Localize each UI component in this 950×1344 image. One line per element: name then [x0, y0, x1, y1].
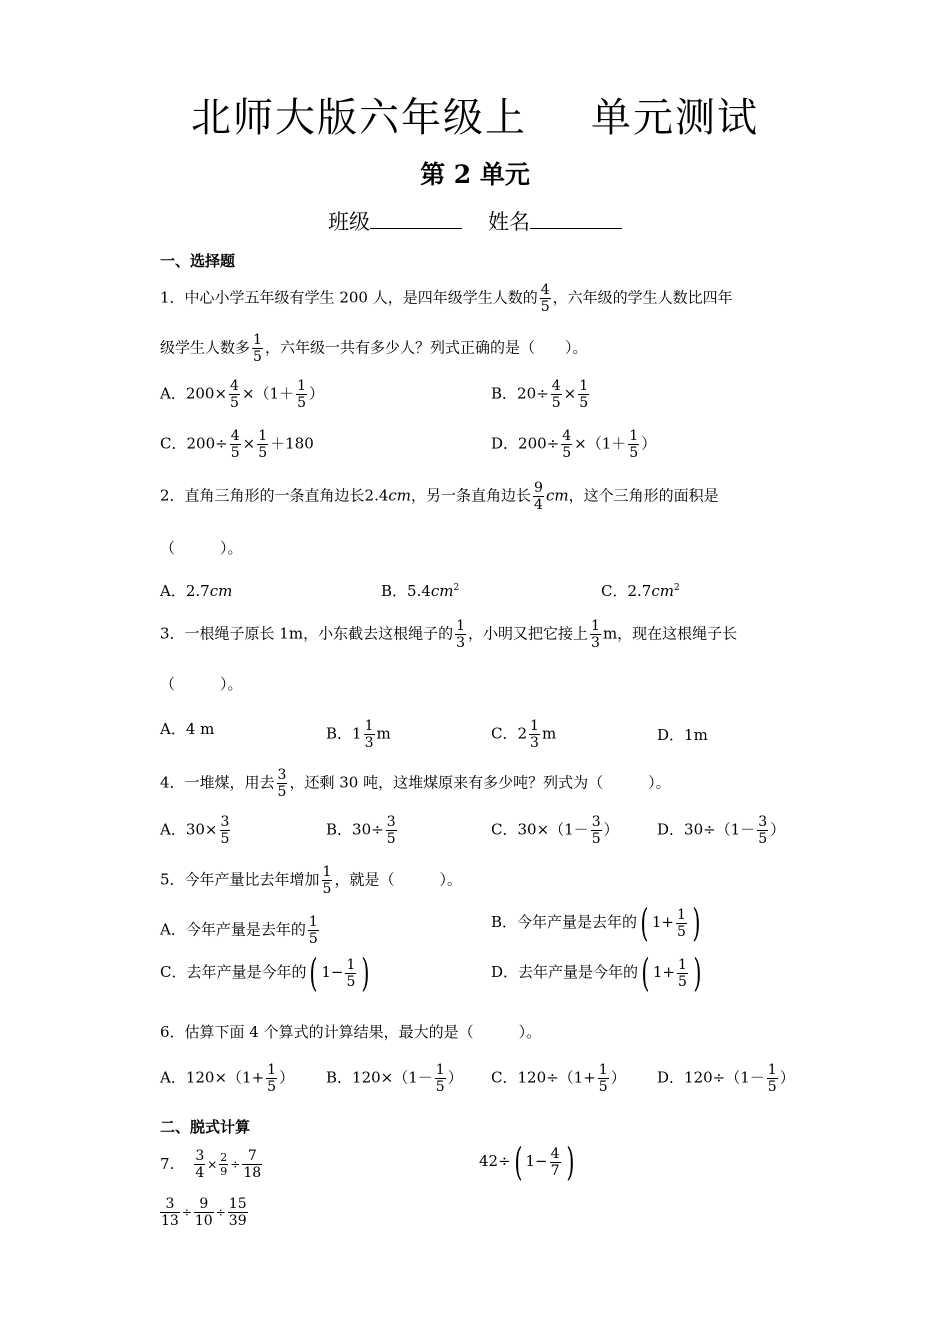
q5-option-b[interactable]: B．今年产量是去年的( 1+ $\frac{1}{5}$ ) — [491, 901, 701, 945]
q5-option-c[interactable]: C．去年产量是今年的( 1− $\frac{1}{5}$ ) — [160, 951, 370, 995]
q2-option-a[interactable]: A．2.7cm — [160, 582, 233, 600]
fraction: $\frac{1}{5}$ — [322, 864, 332, 897]
question-3-line-2: （ ）。 — [160, 675, 243, 693]
fraction: $\frac{4}{5}$ — [551, 378, 561, 411]
fraction: $\frac{3}{13}$ — [161, 1196, 179, 1229]
title-left: 北师大版六年级上 — [191, 95, 527, 141]
fraction: $\frac{1}{5}$ — [297, 378, 307, 411]
q4-option-c[interactable]: C．30×（1－ $\frac{3}{5}$ ） — [491, 814, 619, 847]
q3-option-b[interactable]: B．1 $\frac{1}{3}$ m — [326, 718, 391, 751]
fraction: $\frac{2}{9}$ — [220, 1151, 228, 1178]
fraction: $\frac{7}{18}$ — [243, 1148, 262, 1181]
fraction: $\frac{3}{5}$ — [758, 814, 768, 847]
q1-option-b[interactable]: B．20÷ $\frac{4}{5}$ × $\frac{1}{5}$ — [491, 378, 589, 411]
question-1-line-1: 1．中心小学五年级有学生 200 人，是四年级学生人数的 $\frac{4}{5}$ ，六年级的学生人数比四年 — [160, 282, 733, 315]
q7-expression-2: 42÷( 1− $\frac{4}{7}$ ) — [479, 1140, 575, 1184]
title-right: 单元测试 — [591, 95, 759, 141]
fraction: $\frac{1}{5}$ — [676, 906, 686, 940]
fraction: $\frac{1}{5}$ — [253, 332, 262, 365]
section-calc-heading: 二、脱式计算 — [160, 1118, 251, 1136]
fraction: $\frac{1}{3}$ — [456, 618, 466, 651]
fraction: $\frac{1}{3}$ — [530, 718, 539, 751]
q4-option-b[interactable]: B．30÷ $\frac{3}{5}$ — [326, 814, 396, 847]
q6-option-a[interactable]: A．120×（1+ $\frac{1}{5}$ ） — [160, 1062, 295, 1095]
fraction: $\frac{1}{3}$ — [591, 618, 600, 651]
fraction: $\frac{1}{5}$ — [629, 428, 639, 461]
q3-option-c[interactable]: C．2 $\frac{1}{3}$ m — [491, 718, 557, 751]
q3-option-d[interactable]: D．1m — [657, 726, 708, 744]
fraction: $\frac{15}{39}$ — [228, 1196, 247, 1229]
q6-option-d[interactable]: D．120÷（1－ $\frac{1}{5}$ ） — [657, 1062, 795, 1095]
fraction: $\frac{3}{5}$ — [277, 767, 287, 800]
q4-option-a[interactable]: A．30× $\frac{3}{5}$ — [160, 814, 230, 847]
question-2-line-2: （ ）。 — [160, 539, 243, 557]
name-blank[interactable] — [530, 208, 622, 229]
q1-option-a[interactable]: A．200× $\frac{4}{5}$ ×（1＋ $\frac{1}{5}$ ） — [160, 378, 325, 411]
question-5-line-1: 5．今年产量比去年增加 $\frac{1}{5}$ ，就是（ ）。 — [160, 864, 462, 897]
fraction: $\frac{4}{5}$ — [562, 428, 572, 461]
fraction: $\frac{4}{5}$ — [540, 282, 550, 315]
section-choice-heading: 一、选择题 — [160, 252, 236, 270]
q5-option-a[interactable]: A．今年产量是去年的 $\frac{1}{5}$ — [160, 914, 318, 947]
q7-expression-1: 7. $\frac{3}{4}$ × $\frac{2}{9}$ ÷ $\frac{7}{18}$ — [160, 1148, 262, 1181]
fraction: $\frac{1}{5}$ — [346, 956, 356, 990]
fraction: $\frac{1}{3}$ — [364, 718, 374, 751]
q2-option-c[interactable]: C．$2.7cm^2$ — [601, 582, 680, 600]
q6-option-b[interactable]: B．120×（1－ $\frac{1}{5}$ ） — [326, 1062, 463, 1095]
fraction: $\frac{3}{5}$ — [386, 814, 396, 847]
question-1-line-2: 级学生人数多 $\frac{1}{5}$ ，六年级一共有多少人？列式正确的是（ ）。 — [160, 332, 588, 365]
q2-option-b[interactable]: B．$5.4cm^2$ — [381, 582, 460, 600]
class-label: 班级 — [328, 210, 370, 234]
fraction: $\frac{3}{4}$ — [195, 1148, 205, 1181]
question-6-line-1: 6．估算下面 4 个算式的计算结果，最大的是（ ）。 — [160, 1023, 542, 1041]
question-2-line-1: 2．直角三角形的一条直角边长2.4cm，另一条直角边长 $\frac{9}{4}$ cm，这个三角形的面积是 — [160, 480, 719, 513]
fraction: $\frac{4}{5}$ — [230, 428, 240, 461]
fraction: $\frac{3}{5}$ — [591, 814, 601, 847]
name-label: 姓名 — [488, 210, 530, 234]
student-info — [0, 206, 950, 236]
fraction: $\frac{1}{5}$ — [308, 914, 318, 947]
q4-option-d[interactable]: D．30÷（1－ $\frac{3}{5}$ ） — [657, 814, 786, 847]
unit-subtitle: 第 2 单元 — [420, 160, 530, 189]
fraction: $\frac{1}{5}$ — [267, 1062, 277, 1095]
q1-option-c[interactable]: C．200÷ $\frac{4}{5}$ × $\frac{1}{5}$ ＋180 — [160, 428, 314, 461]
fraction: $\frac{9}{4}$ — [534, 480, 543, 513]
question-4-line-1: 4．一堆煤，用去 $\frac{3}{5}$ ，还剩 30 吨，这堆煤原来有多少吨？列式为（ ）。 — [160, 767, 671, 800]
page-title — [0, 86, 950, 143]
fraction: $\frac{4}{7}$ — [550, 1145, 560, 1179]
question-3-line-1: 3．一根绳子原长 1m，小东截去这根绳子的 $\frac{1}{3}$ ，小明又把它接上 $\frac{1}{3}$ m，现在这根绳子长 — [160, 618, 738, 651]
class-blank[interactable] — [370, 208, 462, 229]
fraction: $\frac{1}{5}$ — [598, 1062, 608, 1095]
q5-option-d[interactable]: D．去年产量是今年的( 1+ $\frac{1}{5}$ ) — [491, 951, 702, 995]
q7-expression-3: $\frac{3}{13}$ ÷ $\frac{9}{10}$ ÷ $\frac{15}{39}$ — [161, 1196, 247, 1229]
fraction: $\frac{1}{5}$ — [258, 428, 268, 461]
fraction: $\frac{9}{10}$ — [194, 1196, 213, 1229]
fraction: $\frac{4}{5}$ — [230, 378, 239, 411]
q3-option-a[interactable]: A．4 m — [160, 720, 215, 738]
fraction: $\frac{1}{5}$ — [677, 956, 687, 990]
fraction: $\frac{1}{5}$ — [435, 1062, 445, 1095]
q1-option-d[interactable]: D．200÷ $\frac{4}{5}$ ×（1＋ $\frac{1}{5}$ ） — [491, 428, 657, 461]
fraction: $\frac{3}{5}$ — [220, 814, 230, 847]
fraction: $\frac{1}{5}$ — [579, 378, 589, 411]
fraction: $\frac{1}{5}$ — [767, 1062, 777, 1095]
q6-option-c[interactable]: C．120÷（1+ $\frac{1}{5}$ ） — [491, 1062, 626, 1095]
